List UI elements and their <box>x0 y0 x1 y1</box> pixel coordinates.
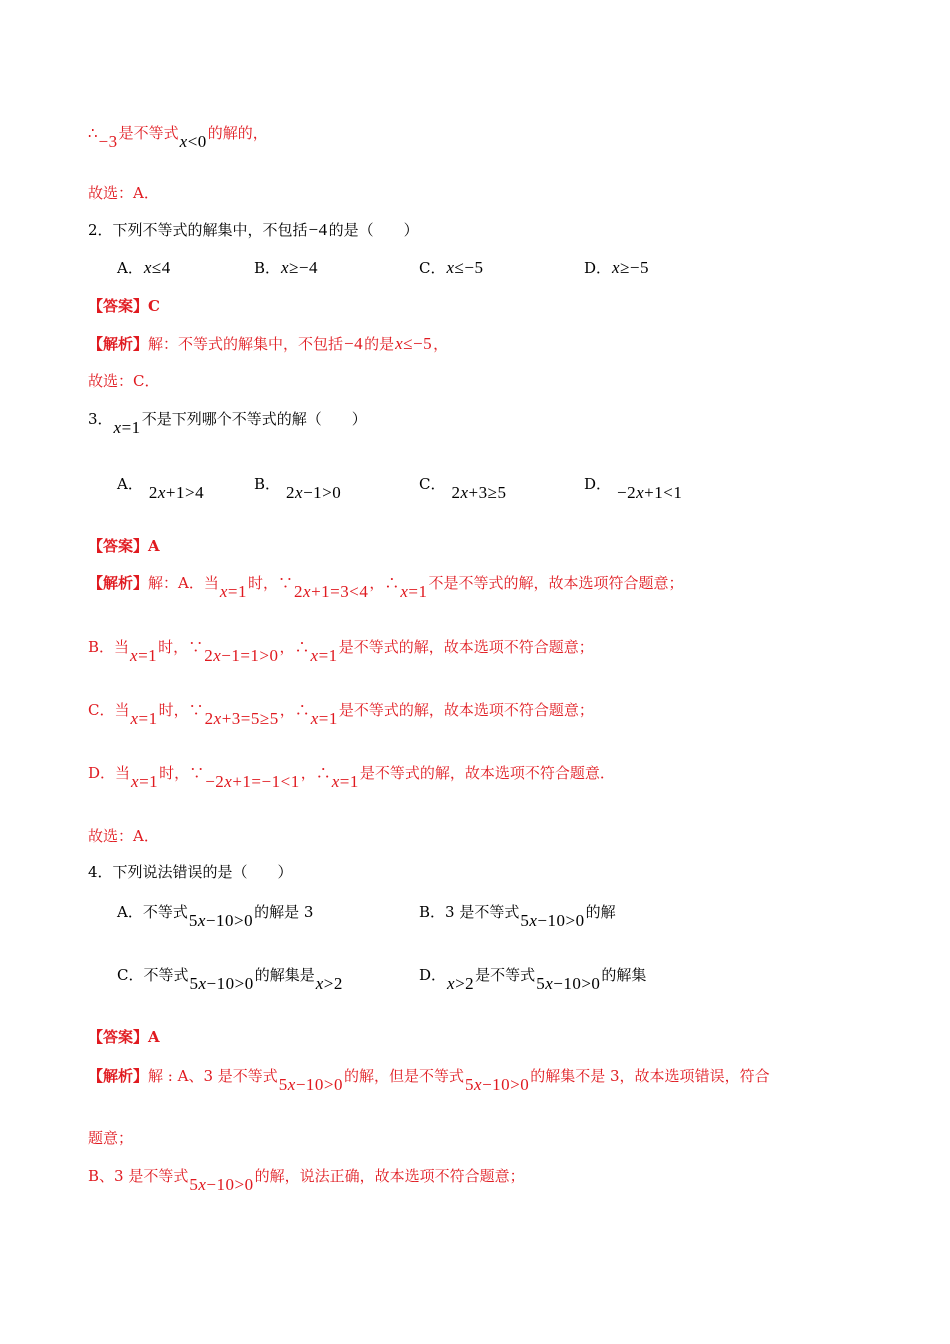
question-4-stem: 4．下列说法错误的是（ ） <box>88 863 293 881</box>
analysis-line-b: B、3 是不等式5x−10>0的解，说法正确，故本选项不符合题意； <box>88 1167 525 1194</box>
text: 的解的， <box>207 124 268 142</box>
analysis-line-b: B．当x=1时，∵2x−1=1>0，∴x=1是不等式的解，故本选项不符合题意； <box>88 638 594 665</box>
therefore-symbol: ∴ <box>88 124 98 142</box>
answer-label: 【答案】A <box>88 1028 160 1046</box>
option-c: C．不等式5x−10>0的解集是x>2 <box>117 966 343 993</box>
option-b: B．3 是不等式5x−10>0的解 <box>419 903 616 930</box>
option-a: A．x≤4 <box>117 258 171 277</box>
answer-label: 【答案】C <box>88 297 160 315</box>
question-3-stem: 3．x=1不是下列哪个不等式的解（ ） <box>88 410 367 437</box>
choose-line: 故选：A． <box>88 827 159 845</box>
option-a: A． 2x+1>4 <box>117 475 205 502</box>
conclusion-line <box>88 123 268 151</box>
answer-label: 【答案】A <box>88 537 160 555</box>
choose-line: 故选：C． <box>88 372 160 390</box>
analysis-line: 【解析】解：不等式的解集中，不包括−4的是x≤−5， <box>88 334 449 353</box>
math-expr: −3 <box>98 132 118 151</box>
text: 是不等式 <box>118 124 179 142</box>
analysis-line-d: D．当x=1时，∵−2x+1=−1<1，∴x=1是不等式的解，故本选项不符合题意． <box>88 764 615 791</box>
math-expr: x<0 <box>179 132 207 151</box>
option-d: D．x>2是不等式5x−10>0的解集 <box>419 966 647 993</box>
option-a: A．不等式5x−10>0的解是 3 <box>117 903 314 930</box>
question-2-stem: 2．下列不等式的解集中，不包括−4的是（ ） <box>88 220 419 239</box>
option-d: D．x≥−5 <box>584 258 649 277</box>
analysis-line-a-cont: 题意； <box>88 1129 134 1147</box>
choose-line: 故选：A． <box>88 184 159 202</box>
option-d: D． −2x+1<1 <box>584 475 683 502</box>
option-c: C．x≤−5 <box>419 258 484 277</box>
option-b: B． 2x−1>0 <box>254 475 342 502</box>
option-c: C． 2x+3≥5 <box>419 475 507 502</box>
analysis-line-a: 【解析】解 : A、3 是不等式5x−10>0的解，但是不等式5x−10>0的解集不是 3，故本选项错误，符合 <box>88 1067 770 1094</box>
option-b: B．x≥−4 <box>254 258 318 277</box>
math-expr: −4 <box>308 220 328 239</box>
analysis-line-a: 【解析】解：A．当x=1时，∵2x+1=3<4，∴x=1不是不等式的解，故本选项符合题意； <box>88 574 684 601</box>
analysis-line-c: C．当x=1时，∵2x+3=5≥5，∴x=1是不等式的解，故本选项不符合题意； <box>88 701 594 728</box>
